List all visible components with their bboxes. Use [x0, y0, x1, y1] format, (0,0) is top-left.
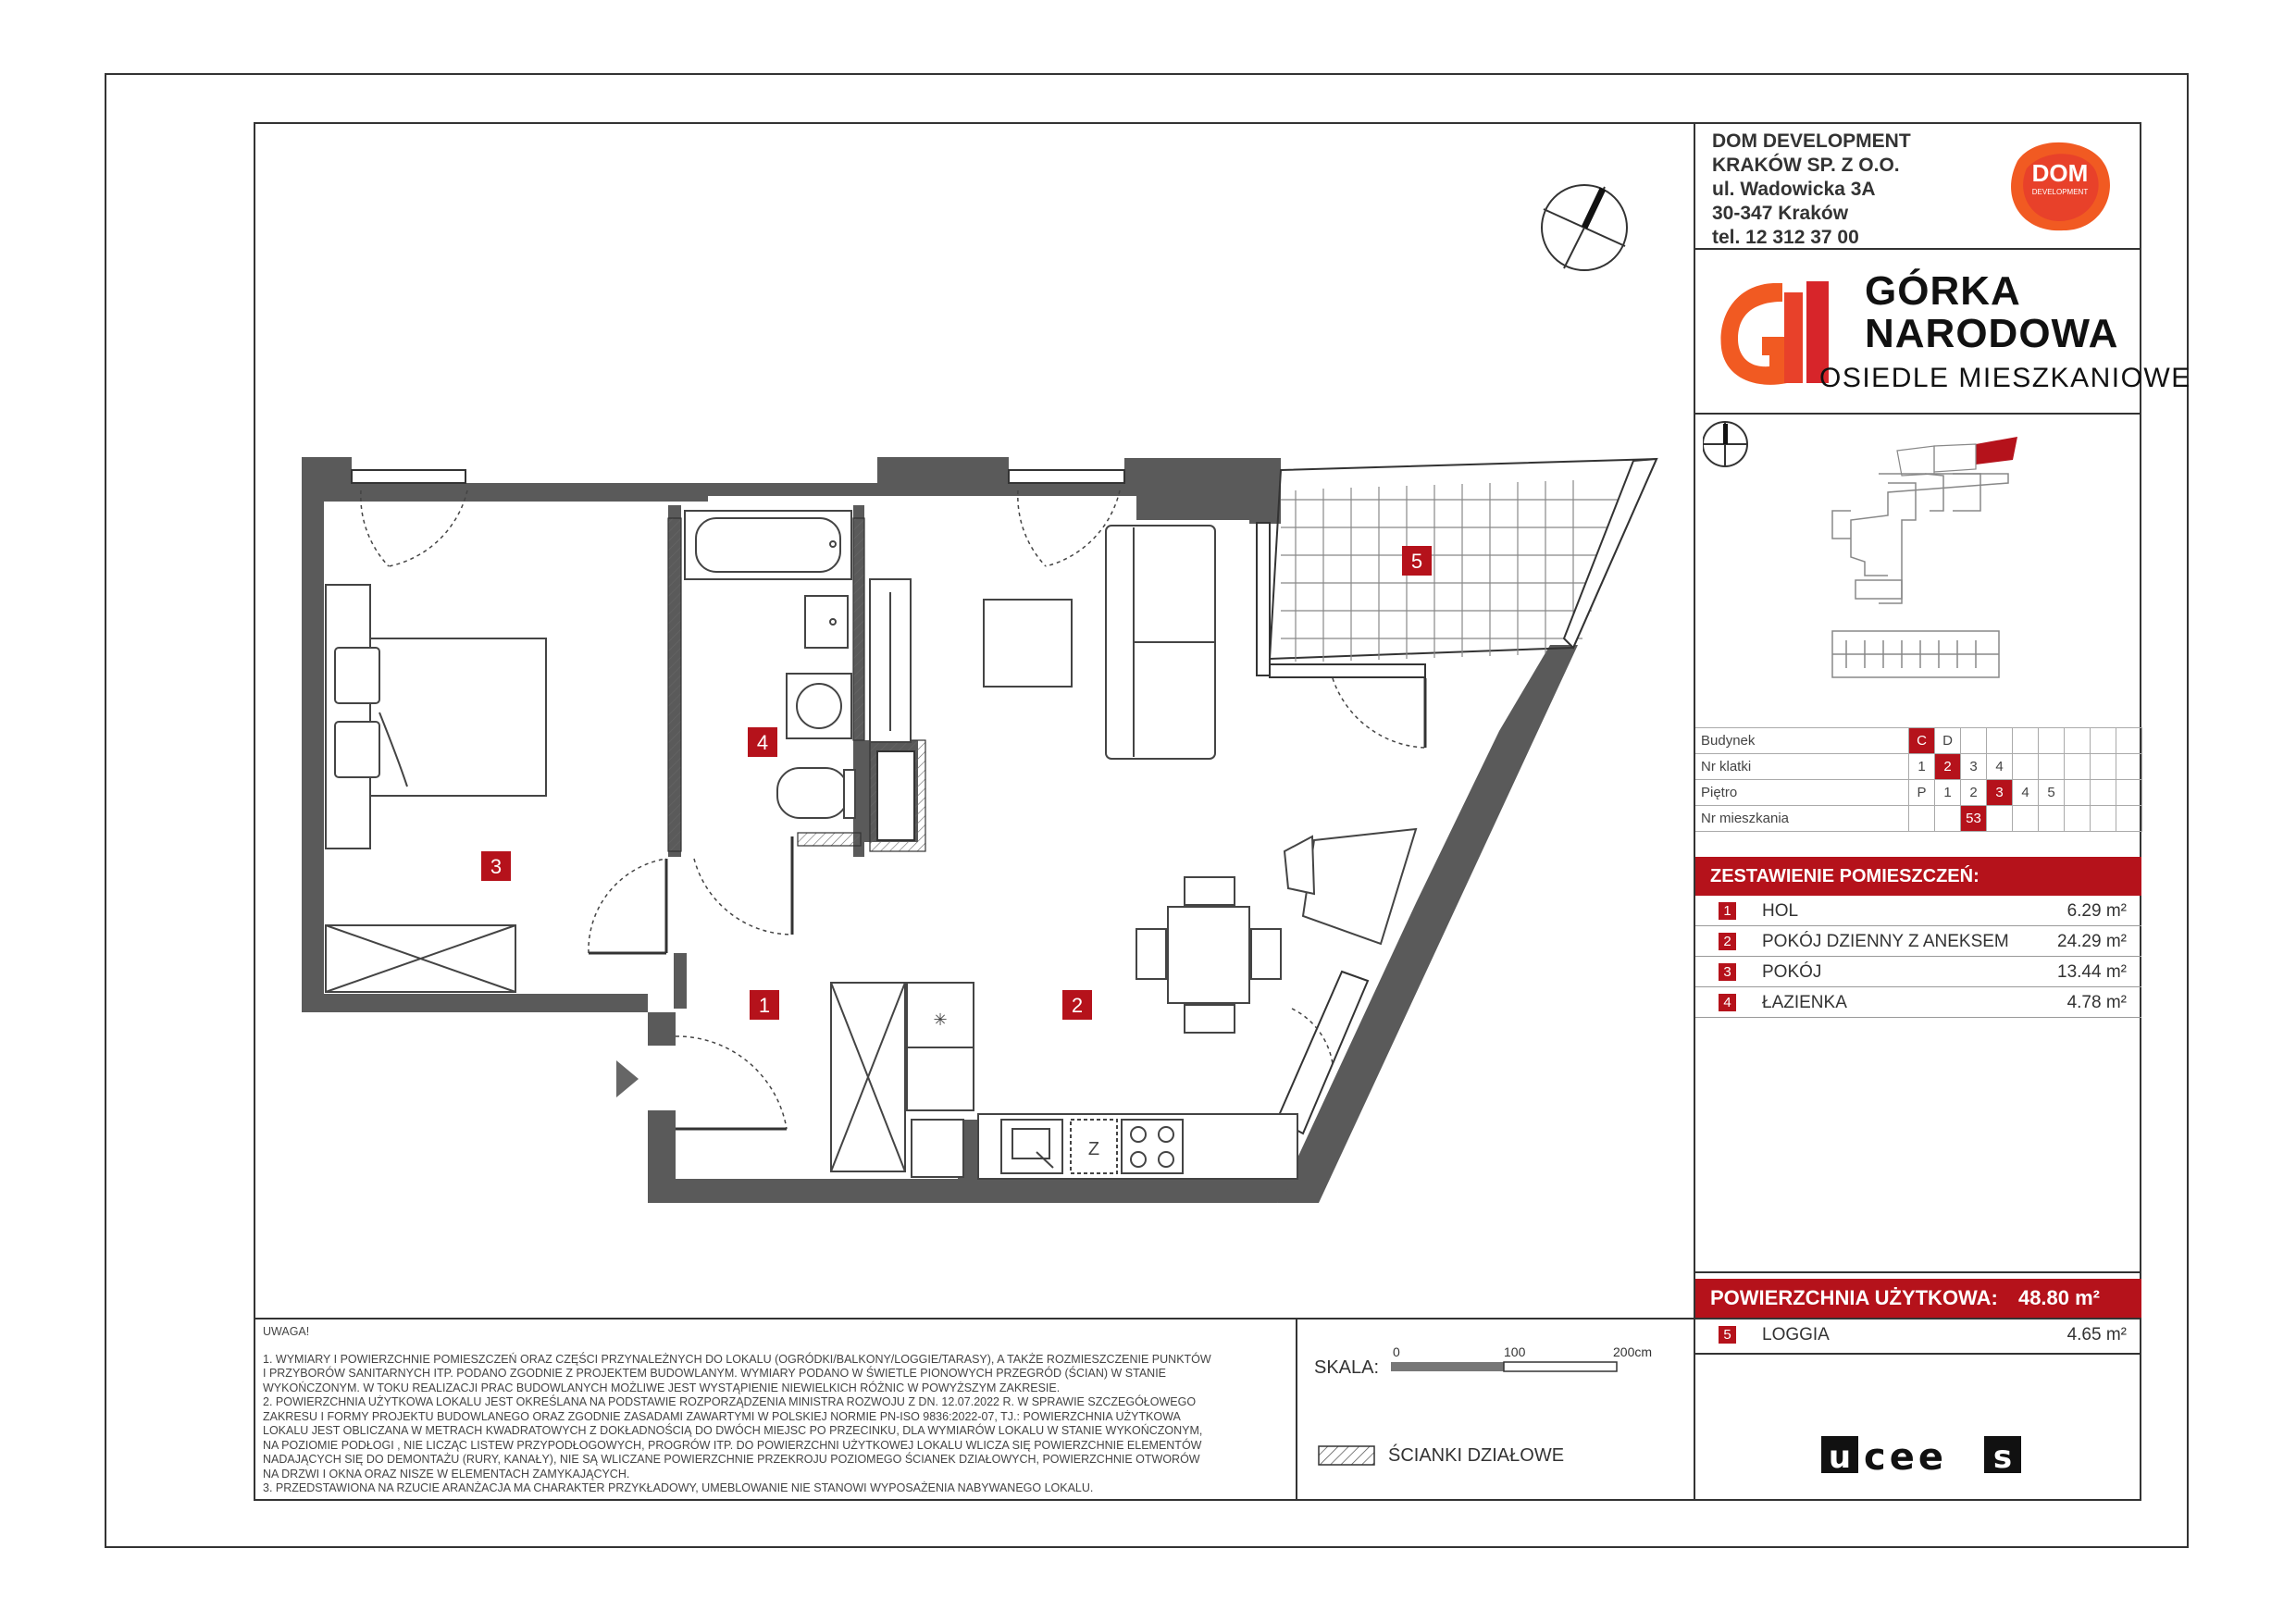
scale-tick: 200cm — [1613, 1344, 1653, 1359]
room-name: ŁAZIENKA — [1762, 993, 1847, 1012]
room-row — [1695, 896, 2141, 926]
room-number: 4 — [1719, 994, 1736, 1011]
room-area: 24.29 m² — [2057, 932, 2127, 951]
svg-text:Z: Z — [1087, 1139, 1100, 1159]
room-row — [1695, 987, 2141, 1018]
room-label: 1 — [758, 994, 771, 1017]
project-title-line1: GÓRKA — [1865, 268, 2021, 314]
room-area: 4.78 m² — [2066, 993, 2127, 1012]
room-number: 5 — [1719, 1326, 1736, 1344]
loggia — [1270, 459, 1657, 662]
info-row-pietro — [1695, 780, 2142, 806]
company-line: DOM DEVELOPMENT — [1712, 130, 1911, 152]
room-area: 6.29 m² — [2066, 901, 2127, 921]
project-title — [1865, 270, 2118, 355]
info-cell: 5 — [2039, 780, 2065, 806]
total-area-value: 48.80 m² — [2017, 1286, 2101, 1309]
info-cell: 4 — [2013, 780, 2039, 806]
living-furniture — [831, 526, 1416, 1179]
notes-line: 1. WYMIARY I POWIERZCHNIE POMIESZCZEŃ ORAZ CZĘŚCI PRZYNALEŻNYCH DO LOKALU (OGRÓDKI/BALKONY/LOGGIE/TARASY), A TAKŻE ROZMIESZCZENIE PUNKTÓW — [263, 1352, 1211, 1366]
info-row-klatka — [1695, 754, 2142, 780]
info-label: Piętro — [1695, 780, 1909, 806]
rooms-header: ZESTAWIENIE POMIESZCZEŃ: — [1695, 857, 2141, 896]
room-label: 2 — [1071, 994, 1084, 1017]
company-line: 30-347 Kraków — [1712, 203, 1849, 224]
project-title-line2: NARODOWA — [1865, 311, 2119, 356]
info-cell: D — [1935, 728, 1961, 754]
room-name: POKÓJ DZIENNY Z ANEKSEM — [1762, 932, 2009, 951]
logo-text: DOM — [2031, 159, 2089, 187]
info-cell: 4 — [1987, 754, 2013, 780]
notes-block — [263, 1325, 1281, 1496]
info-cell: 2 — [1961, 780, 1987, 806]
company-line: tel. 12 312 37 00 — [1712, 227, 1859, 248]
room-area: 4.65 m² — [2066, 1325, 2127, 1344]
company-line: KRAKÓW SP. Z O.O. — [1712, 155, 1900, 176]
room-label: 5 — [1410, 550, 1423, 573]
notes-title: UWAGA! — [263, 1325, 310, 1338]
room-labels — [481, 546, 1432, 1020]
notes-line: 2. POWIERZCHNIA UŻYTKOWA LOKALU JEST OKREŚLANA NA PODSTAWIE ROZPORZĄDZENIA MINISTRA ROZWOJU Z DN. 12.07.2022 R. W SPRAWIE SZCZEGÓŁOWEGO — [263, 1395, 1197, 1408]
svg-text:u: u — [1828, 1439, 1852, 1476]
info-cell: C — [1909, 728, 1935, 754]
notes-line: 3. PRZEDSTAWIONA NA RZUCIE ARANŻACJA MA CHARAKTER PRZYKŁADOWY, UMEBLOWANIE NIE STANOWI WYPOSAŻENIA NABYWANEGO LOKALU. — [263, 1481, 1094, 1494]
info-cell: 3 — [1961, 754, 1987, 780]
divider — [1296, 1318, 1297, 1501]
divider — [1694, 413, 2141, 415]
building-key-plan — [1703, 418, 2138, 714]
svg-text:s: s — [1992, 1439, 2013, 1476]
notes-line: NA DRZWI I OKNA ORAZ NISZE W ELEMENTACH ZAMYKAJĄCYCH. — [263, 1467, 630, 1481]
info-cell: 53 — [1961, 806, 1987, 832]
total-area-bar — [1695, 1279, 2141, 1318]
room-name: POKÓJ — [1762, 962, 1822, 982]
svg-text:✳: ✳ — [933, 1010, 948, 1030]
scale-bar — [1388, 1344, 1684, 1381]
notes-line: NADAJĄCYCH SIĘ DO DEMONTAŻU (RURY, KANAŁY), NIE SĄ WLICZANE POWIERZCHNIE PRZEKROJU POZIOMEGO ŚCIANEK DZIAŁOWYCH, POWIERZCHNIE OTWORÓW — [263, 1453, 1200, 1466]
dom-development-logo — [1999, 133, 2119, 235]
total-area-label: POWIERZCHNIA UŻYTKOWA: — [1710, 1286, 1998, 1309]
entrance-arrow-icon — [616, 1060, 639, 1097]
info-cell: 1 — [1935, 780, 1961, 806]
info-cell: 2 — [1935, 754, 1961, 780]
project-subtitle: OSIEDLE MIESZKANIOWE — [1819, 363, 2191, 393]
compass-icon — [1542, 185, 1627, 270]
divider — [1694, 1353, 2141, 1355]
info-label: Nr klatki — [1695, 754, 1909, 780]
info-label: Budynek — [1695, 728, 1909, 754]
notes-line: NA POZIOMIE PODŁOGI , NIE LICZĄC LISTEW PRZYPODŁOGOWYCH, PROGRÓW ITP. DO POWIERZCHNI UŻYTKOWEJ LOKALU WLICZA SIĘ POWIERZCHNIE ELEMENTÓW — [263, 1438, 1202, 1452]
room-label: 3 — [490, 855, 503, 878]
svg-text:cee: cee — [1864, 1436, 1947, 1479]
loggia-row — [1695, 1319, 2141, 1350]
info-row-budynek — [1695, 728, 2142, 754]
partition-wall-legend-swatch — [1318, 1445, 1375, 1466]
notes-line: LOKALU JEST OBLICZANA W METRACH KWADRATOWYCH Z DOKŁADNOŚCIĄ DO DWÓCH MIEJSC PO PRZECINKU, DLA WYMIARÓW LOKALU W STANIE WYKOŃCZONYM, — [263, 1424, 1203, 1437]
bedroom-furniture — [326, 585, 546, 992]
notes-line: WYKOŃCZONYM. W TOKU REALIZACJI PRAC BUDOWLANYCH MOŻLIWE JEST WYSTĄPIENIE NIEWIELKICH RÓŻNIC W POWYŻSZYM ZAKRESIE. — [263, 1381, 1061, 1394]
info-label: Nr mieszkania — [1695, 806, 1909, 832]
scale-label: SKALA: — [1314, 1357, 1380, 1378]
room-number: 3 — [1719, 963, 1736, 981]
divider — [1694, 1271, 2141, 1273]
info-cell: P — [1909, 780, 1935, 806]
room-row — [1695, 957, 2141, 987]
room-row — [1695, 926, 2141, 957]
ucees-logo — [1819, 1432, 2032, 1479]
info-cell: 1 — [1909, 754, 1935, 780]
apartment-info-table — [1695, 727, 2142, 832]
room-label: 4 — [756, 731, 769, 754]
info-row-mieszkanie — [1695, 806, 2142, 832]
logo-subtext: DEVELOPMENT — [2031, 188, 2089, 196]
room-number: 1 — [1719, 902, 1736, 920]
room-area: 13.44 m² — [2057, 962, 2127, 982]
room-name: LOGGIA — [1762, 1325, 1830, 1344]
scale-tick: 100 — [1504, 1344, 1526, 1359]
company-info — [1712, 130, 1911, 250]
legend-label: ŚCIANKI DZIAŁOWE — [1388, 1445, 1565, 1466]
scale-tick: 0 — [1393, 1344, 1400, 1359]
notes-line: ZAKRESU I FORMY PROJEKTU BUDOWLANEGO ORAZ ZGODNIE ZASADAMI ZAWARTYMI W POLSKIEJ NORMIE PN-ISO 9836:2022-07, TJ.: POWIERZCHNIA UŻYTKOWA — [263, 1409, 1181, 1423]
room-number: 2 — [1719, 933, 1736, 950]
room-name: HOL — [1762, 901, 1799, 921]
doors — [589, 678, 1425, 1129]
info-cell: 3 — [1987, 780, 2013, 806]
north-arrow-icon — [1703, 422, 1747, 466]
company-line: ul. Wadowicka 3A — [1712, 179, 1876, 200]
notes-line: I PRZYBORÓW SANITARNYCH ITP. PODANO ZGODNIE Z PROJEKTEM BUDOWLANYM. WYMIARY PODANO W ŚWIETLE PIONOWYCH PRZEGRÓD (ŚCIAN) W STANIE — [263, 1367, 1167, 1380]
